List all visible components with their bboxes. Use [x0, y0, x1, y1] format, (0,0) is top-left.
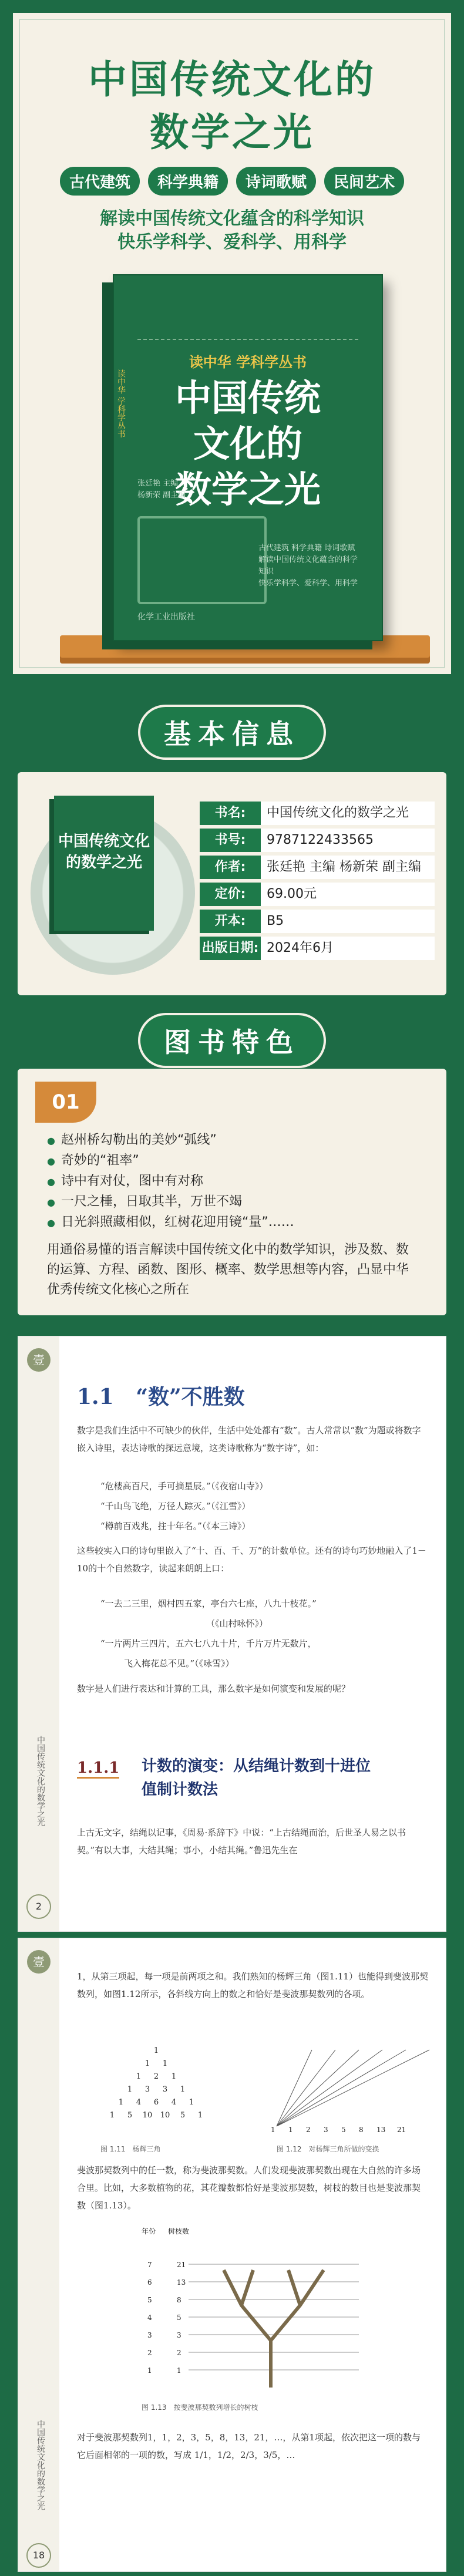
poem-line: “危楼高百尺，手可摘星辰。”（《夜宿山寺》）: [100, 1481, 268, 1491]
svg-text:10: 10: [142, 2111, 153, 2120]
hero-title-line1: 中国传统文化的: [88, 57, 376, 102]
paragraph: 1，从第三项起，每一项是前两项之和。我们熟知的杨辉三角（图1.11）也能得到斐波那契数列，如图1.12所示，各斜线方向上的数之和恰好是斐波那契数列的各项。: [77, 1971, 428, 1999]
sample-page-2: [18, 1938, 446, 2572]
svg-text:5: 5: [147, 2296, 152, 2304]
cover-publisher: 化学工业出版社: [137, 612, 195, 622]
yanghui-transform-figure: [253, 2038, 441, 2138]
feature-number-badge: 01: [35, 1082, 96, 1123]
svg-text:1: 1: [288, 2126, 293, 2134]
poem-line: “樽前百戏兆，拄十年名。”（《本三诗》）: [100, 1521, 251, 1531]
feature-bullet: ● 诗中有对仗，图中有对称: [47, 1171, 294, 1192]
svg-text:5: 5: [127, 2111, 133, 2120]
svg-text:4: 4: [136, 2098, 142, 2107]
svg-text:10: 10: [160, 2111, 170, 2120]
page-side-title: 中国传统文化的数学之光: [36, 1736, 45, 1826]
svg-text:21: 21: [177, 2261, 186, 2269]
page-number: 2: [26, 1894, 51, 1919]
svg-text:21: 21: [397, 2126, 406, 2134]
svg-text:4: 4: [171, 2098, 177, 2107]
features-header: [0, 1013, 464, 1068]
svg-text:5: 5: [341, 2126, 346, 2134]
svg-text:2: 2: [306, 2126, 311, 2134]
svg-text:1: 1: [147, 2366, 152, 2375]
svg-text:2: 2: [147, 2349, 152, 2357]
svg-text:年份: 年份: [142, 2227, 156, 2235]
page-number: 18: [26, 2543, 51, 2568]
cover-authors: 张廷艳 主编 杨新荣 副主编: [137, 479, 186, 500]
svg-text:5: 5: [180, 2111, 186, 2120]
cover-title: 中国传统 文化的 数学之光: [174, 376, 321, 511]
figure-caption: 图 1.13 按斐波那契数列增长的树枝: [142, 2403, 258, 2412]
page-side-title: 中国传统文化的数学之光: [36, 2420, 45, 2510]
poem-line: “千山鸟飞绝，万径人踪灭。”（《江雪》）: [100, 1501, 251, 1511]
svg-text:6: 6: [147, 2278, 152, 2287]
features-title: 图书特色: [138, 1013, 326, 1068]
info-row-author: 作者: 张廷艳 主编 杨新荣 副主编: [200, 856, 435, 879]
feature-bullet: ● 一尺之棰，日取其半，万世不竭: [47, 1192, 294, 1213]
svg-text:1: 1: [162, 2059, 168, 2068]
hero-panel: [0, 0, 464, 687]
paragraph: 对于斐波那契数列1，1，2，3，5，8，13，21，…，从第1项起，依次把这一项的数与它后面相邻的一项的数，写成 1/1，1/2，2/3，3/5，…: [77, 2432, 421, 2460]
tag-poetry: 诗词歌赋: [236, 167, 316, 196]
page-seal-icon: 壹: [27, 1950, 51, 1974]
poem-line: 飞入梅花总不见。”（《咏雪》）: [124, 1658, 234, 1669]
info-rows: [200, 802, 435, 964]
svg-text:5: 5: [177, 2314, 181, 2322]
tag-classics: 科学典籍: [148, 167, 228, 196]
features-card: [18, 1069, 446, 1315]
cover-series: 读中华 学科学丛书: [189, 354, 307, 371]
info-row-price: 定价: 69.00元: [200, 883, 435, 906]
paragraph: 这些较实入口的诗句里嵌入了“十、百、千、万”的计数单位。还有的诗句巧妙地融入了1－10的十个自然数字，读起来朗朗上口：: [77, 1545, 426, 1574]
abacus-icon: [137, 516, 267, 604]
svg-text:3: 3: [147, 2331, 152, 2339]
svg-text:1: 1: [171, 2072, 177, 2081]
svg-text:1: 1: [118, 2098, 124, 2107]
svg-text:1: 1: [180, 2085, 186, 2094]
feature-bullets: [47, 1130, 294, 1233]
info-book-image: [31, 796, 195, 972]
basic-info-title: 基本信息: [138, 705, 326, 760]
feature-bullet: ● 赵州桥勾勒出的美妙“弧线”: [47, 1130, 294, 1151]
svg-text:1: 1: [189, 2098, 194, 2107]
info-row-isbn: 书号: 9787122433565: [200, 829, 435, 852]
svg-text:7: 7: [147, 2261, 152, 2269]
hero-tags: [13, 167, 451, 196]
paragraph: 上古无文字，结绳以记事，《周易·系辞下》中说：“上古结绳而治，后世圣人易之以书契。”有以大事，大结其绳；事小，小结其绳。”鲁迅先生在: [77, 1827, 406, 1856]
yanghui-triangle-figure: [71, 2044, 241, 2138]
paragraph: 数字是人们进行表达和计算的工具，那么数字是如何演变和发展的呢？: [77, 1683, 351, 1694]
feature-paragraph: 用通俗易懂的语言解读中国传统文化中的数学知识，涉及数、数的运算、方程、函数、图形、概率、数学思想等内容，凸显中华优秀传统文化核心之所在: [47, 1242, 409, 1297]
hero-title-line2: 数学之光: [150, 110, 314, 155]
svg-text:1: 1: [197, 2111, 203, 2120]
svg-text:1: 1: [271, 2126, 275, 2134]
tag-architecture: 古代建筑: [60, 167, 140, 196]
subsection-number: 1.1.1: [77, 1759, 119, 1779]
cover-pattern: [137, 293, 358, 340]
subsection-heading: 计数的演变：从结绳计数到十进位 值制计数法: [142, 1757, 371, 1799]
svg-text:3: 3: [162, 2085, 168, 2094]
basic-info-card: [18, 772, 446, 995]
svg-text:8: 8: [177, 2296, 181, 2304]
info-minibook-title: 中国传统文化的数学之光: [54, 796, 154, 931]
svg-text:3: 3: [324, 2126, 328, 2134]
hero-subtitle-2: 快乐学科学、爱科学、用科学: [117, 232, 347, 252]
sample-page-1: [18, 1336, 446, 1932]
poem-source: （《山村咏怀》）: [206, 1618, 268, 1629]
page-sidebar: [18, 1336, 59, 1931]
svg-text:1: 1: [144, 2059, 150, 2068]
info-row-title: 书名: 中国传统文化的数学之光: [200, 802, 435, 825]
hero-subtitle-1: 解读中国传统文化蕴含的科学知识: [100, 208, 364, 229]
svg-text:13: 13: [376, 2126, 386, 2134]
book-cover-image: [113, 274, 383, 641]
svg-text:4: 4: [147, 2314, 152, 2322]
svg-text:1: 1: [153, 2046, 159, 2055]
svg-text:1: 1: [177, 2366, 181, 2375]
tag-folk-art: 民间艺术: [324, 167, 404, 196]
svg-text:树枝数: 树枝数: [168, 2227, 190, 2235]
figure-caption: 图 1.12 对杨辉三角所做的变换: [277, 2145, 379, 2153]
cover-spine-text: 读中华 学科学丛书: [116, 369, 126, 438]
info-row-format: 开本: B5: [200, 910, 435, 933]
poem-line: “一片两片三四片，五六七八九十片，千片万片无数片，: [100, 1638, 317, 1649]
feature-bullet: ● 奇妙的“祖率”: [47, 1151, 294, 1171]
section-heading: 1.1 “数”不胜数: [77, 1385, 245, 1409]
svg-text:1: 1: [109, 2111, 115, 2120]
paragraph: 数字是我们生活中不可缺少的伙伴，生活中处处都有“数”。古人常常以“数”为题或将数字嵌入诗里，表达诗歌的探远意境，这类诗歌称为“数字诗”，如：: [77, 1425, 421, 1453]
fibonacci-tree-figure: [136, 2223, 371, 2399]
feature-bullet: ● 日光斜照藏相似，红树花迎用镜“量”……: [47, 1213, 294, 1233]
page-seal-icon: 壹: [27, 1348, 51, 1372]
svg-text:2: 2: [177, 2349, 181, 2357]
svg-text:3: 3: [177, 2331, 181, 2339]
svg-text:8: 8: [359, 2126, 364, 2134]
paragraph: 斐波那契数列中的任一数，称为斐波那契数。人们发现斐波那契数出现在大自然的许多场合里。比如，大多数植物的花，其花瓣数都恰好是斐波那契数，树枝的数目也是斐波那契数（图1.13）。: [77, 2165, 421, 2211]
svg-text:6: 6: [153, 2098, 159, 2107]
svg-text:1: 1: [127, 2085, 133, 2094]
svg-text:1: 1: [136, 2072, 142, 2081]
poem-line: “一去二三里，烟村四五家，亭台六七座，八九十枝花。”: [100, 1598, 317, 1609]
svg-text:2: 2: [153, 2072, 159, 2081]
figure-caption: 图 1.11 杨辉三角: [100, 2145, 161, 2153]
cover-description: 古代建筑 科学典籍 诗词歌赋 解读中国传统文化蕴含的科学知识 快乐学科学、爱科学、用科学: [258, 544, 358, 588]
info-row-date: 出版日期: 2024年6月: [200, 937, 435, 960]
svg-text:3: 3: [144, 2085, 150, 2094]
basic-info-header: [0, 705, 464, 760]
svg-text:13: 13: [177, 2278, 186, 2287]
